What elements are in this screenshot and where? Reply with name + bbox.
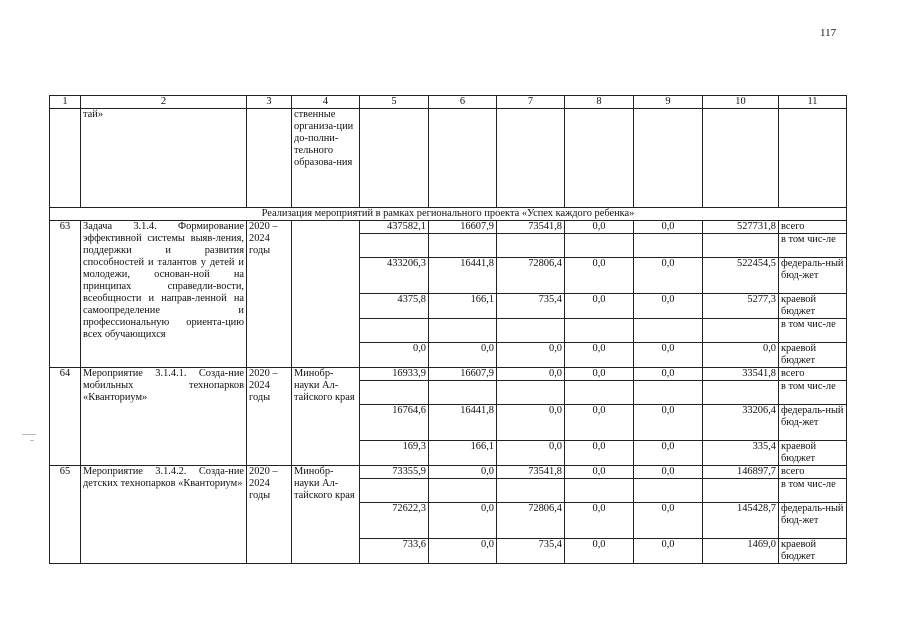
value-col8 — [565, 319, 634, 343]
cell-empty — [360, 109, 429, 208]
funding-source: федераль-ный бюд-жет — [779, 405, 847, 441]
funding-source: в том чис-ле — [779, 381, 847, 405]
value-col7 — [497, 381, 565, 405]
funding-source: в том чис-ле — [779, 319, 847, 343]
value-col9: 0,0 — [634, 221, 703, 234]
value-col7: 735,4 — [497, 294, 565, 319]
table-row — [50, 466, 847, 479]
continuation-row — [50, 109, 847, 208]
value-col8: 0,0 — [565, 258, 634, 294]
value-total: 335,4 — [703, 441, 779, 466]
section-title: Реализация мероприятий в рамках регионального проекта «Успех каждого ребенка» — [50, 208, 847, 221]
value-col5: 437582,1 — [360, 221, 429, 234]
event-name: Мероприятие 3.1.4.1. Созда-ние мобильных технопарков «Кванториум» — [81, 368, 247, 466]
value-col6: 0,0 — [429, 503, 497, 539]
value-col5: 4375,8 — [360, 294, 429, 319]
cell-empty — [703, 109, 779, 208]
funding-source: федераль-ный бюд-жет — [779, 258, 847, 294]
period: 2020 – 2024 годы — [247, 466, 292, 564]
value-col5: 433206,3 — [360, 258, 429, 294]
value-col6 — [429, 319, 497, 343]
executor — [292, 221, 360, 368]
funding-source: в том чис-ле — [779, 234, 847, 258]
row-number: 65 — [50, 466, 81, 564]
value-col9 — [634, 381, 703, 405]
row-number: 63 — [50, 221, 81, 368]
value-total — [703, 319, 779, 343]
value-col6: 0,0 — [429, 539, 497, 564]
section-row — [50, 208, 847, 221]
column-number: 1 — [50, 96, 81, 109]
scan-mark — [22, 434, 36, 435]
value-col8 — [565, 234, 634, 258]
table-row — [50, 368, 847, 381]
period: 2020 – 2024 годы — [247, 221, 292, 368]
value-col5: 16933,9 — [360, 368, 429, 381]
funding-source: всего — [779, 368, 847, 381]
value-col5: 733,6 — [360, 539, 429, 564]
value-total: 146897,7 — [703, 466, 779, 479]
column-number: 2 — [81, 96, 247, 109]
funding-source: всего — [779, 221, 847, 234]
column-number: 9 — [634, 96, 703, 109]
value-total: 5277,3 — [703, 294, 779, 319]
value-total: 0,0 — [703, 343, 779, 368]
cell-empty — [247, 109, 292, 208]
funding-source: краевой бюджет — [779, 343, 847, 368]
value-col5: 0,0 — [360, 343, 429, 368]
value-col5 — [360, 234, 429, 258]
executor: Минобр-науки Ал-тайского края — [292, 466, 360, 564]
value-col9: 0,0 — [634, 368, 703, 381]
value-col8: 0,0 — [565, 405, 634, 441]
value-col8 — [565, 381, 634, 405]
executor: Минобр-науки Ал-тайского края — [292, 368, 360, 466]
value-col8: 0,0 — [565, 368, 634, 381]
value-col5: 169,3 — [360, 441, 429, 466]
column-number-row — [50, 96, 847, 109]
funding-source: в том чис-ле — [779, 479, 847, 503]
value-col6 — [429, 381, 497, 405]
value-col6: 16441,8 — [429, 405, 497, 441]
value-col7 — [497, 319, 565, 343]
value-total: 145428,7 — [703, 503, 779, 539]
value-col6 — [429, 234, 497, 258]
column-number: 5 — [360, 96, 429, 109]
continuation-executor: ственные организа-ции до-полни-тельного образова-ния — [292, 109, 360, 208]
value-col9 — [634, 319, 703, 343]
funding-source: краевой бюджет — [779, 539, 847, 564]
value-col7 — [497, 479, 565, 503]
value-col9: 0,0 — [634, 466, 703, 479]
value-col6: 0,0 — [429, 343, 497, 368]
value-col5: 72622,3 — [360, 503, 429, 539]
value-total: 527731,8 — [703, 221, 779, 234]
value-col9: 0,0 — [634, 539, 703, 564]
value-col8 — [565, 479, 634, 503]
funding-source: всего — [779, 466, 847, 479]
value-total: 522454,5 — [703, 258, 779, 294]
scan-mark — [30, 440, 34, 441]
value-col6: 166,1 — [429, 441, 497, 466]
value-col6: 16607,9 — [429, 221, 497, 234]
column-number: 4 — [292, 96, 360, 109]
value-total — [703, 381, 779, 405]
column-number: 8 — [565, 96, 634, 109]
event-name: Мероприятие 3.1.4.2. Созда-ние детских технопарков «Кванториум» — [81, 466, 247, 564]
funding-source: федераль-ный бюд-жет — [779, 503, 847, 539]
value-col5: 16764,6 — [360, 405, 429, 441]
funding-source: краевой бюджет — [779, 294, 847, 319]
value-col8: 0,0 — [565, 294, 634, 319]
value-col5 — [360, 319, 429, 343]
table-row — [50, 221, 847, 234]
value-col7: 72806,4 — [497, 258, 565, 294]
value-col9: 0,0 — [634, 405, 703, 441]
value-col7: 735,4 — [497, 539, 565, 564]
value-col7: 0,0 — [497, 441, 565, 466]
value-col9: 0,0 — [634, 294, 703, 319]
value-col9 — [634, 479, 703, 503]
value-col8: 0,0 — [565, 466, 634, 479]
continuation-name: тай» — [81, 109, 247, 208]
value-col7: 73541,8 — [497, 466, 565, 479]
page-number: 117 — [820, 27, 837, 39]
value-total — [703, 234, 779, 258]
value-total — [703, 479, 779, 503]
value-col7: 73541,8 — [497, 221, 565, 234]
funding-source: краевой бюджет — [779, 441, 847, 466]
column-number: 11 — [779, 96, 847, 109]
value-col7: 0,0 — [497, 368, 565, 381]
value-col5 — [360, 381, 429, 405]
row-number: 64 — [50, 368, 81, 466]
cell-empty — [634, 109, 703, 208]
value-col9: 0,0 — [634, 441, 703, 466]
value-col8: 0,0 — [565, 503, 634, 539]
column-number: 10 — [703, 96, 779, 109]
value-col7: 0,0 — [497, 405, 565, 441]
table-body — [50, 96, 847, 564]
value-col6: 16441,8 — [429, 258, 497, 294]
cell-empty — [50, 109, 81, 208]
column-number: 7 — [497, 96, 565, 109]
value-col6: 166,1 — [429, 294, 497, 319]
cell-empty — [497, 109, 565, 208]
value-col8: 0,0 — [565, 441, 634, 466]
cell-empty — [779, 109, 847, 208]
value-col9: 0,0 — [634, 258, 703, 294]
value-col8: 0,0 — [565, 539, 634, 564]
value-total: 33541,8 — [703, 368, 779, 381]
cell-empty — [565, 109, 634, 208]
value-col5 — [360, 479, 429, 503]
value-col5: 73355,9 — [360, 466, 429, 479]
column-number: 6 — [429, 96, 497, 109]
value-col9 — [634, 234, 703, 258]
cell-empty — [429, 109, 497, 208]
value-col6: 16607,9 — [429, 368, 497, 381]
value-col7 — [497, 234, 565, 258]
value-col9: 0,0 — [634, 503, 703, 539]
value-col8: 0,0 — [565, 343, 634, 368]
event-name: Задача 3.1.4. Формирование эффективной системы выяв-ления, поддержки и развития способностей и талантов у детей и молодежи, основан-ной на принципах справедли-вости, всеобщности и направ-ленной на самоопределение и профессиональную ориента-цию всех обучающихся — [81, 221, 247, 368]
value-col6 — [429, 479, 497, 503]
period: 2020 – 2024 годы — [247, 368, 292, 466]
value-total: 1469,0 — [703, 539, 779, 564]
value-total: 33206,4 — [703, 405, 779, 441]
value-col9: 0,0 — [634, 343, 703, 368]
value-col6: 0,0 — [429, 466, 497, 479]
value-col7: 72806,4 — [497, 503, 565, 539]
column-number: 3 — [247, 96, 292, 109]
value-col7: 0,0 — [497, 343, 565, 368]
value-col8: 0,0 — [565, 221, 634, 234]
budget-table — [49, 95, 847, 564]
